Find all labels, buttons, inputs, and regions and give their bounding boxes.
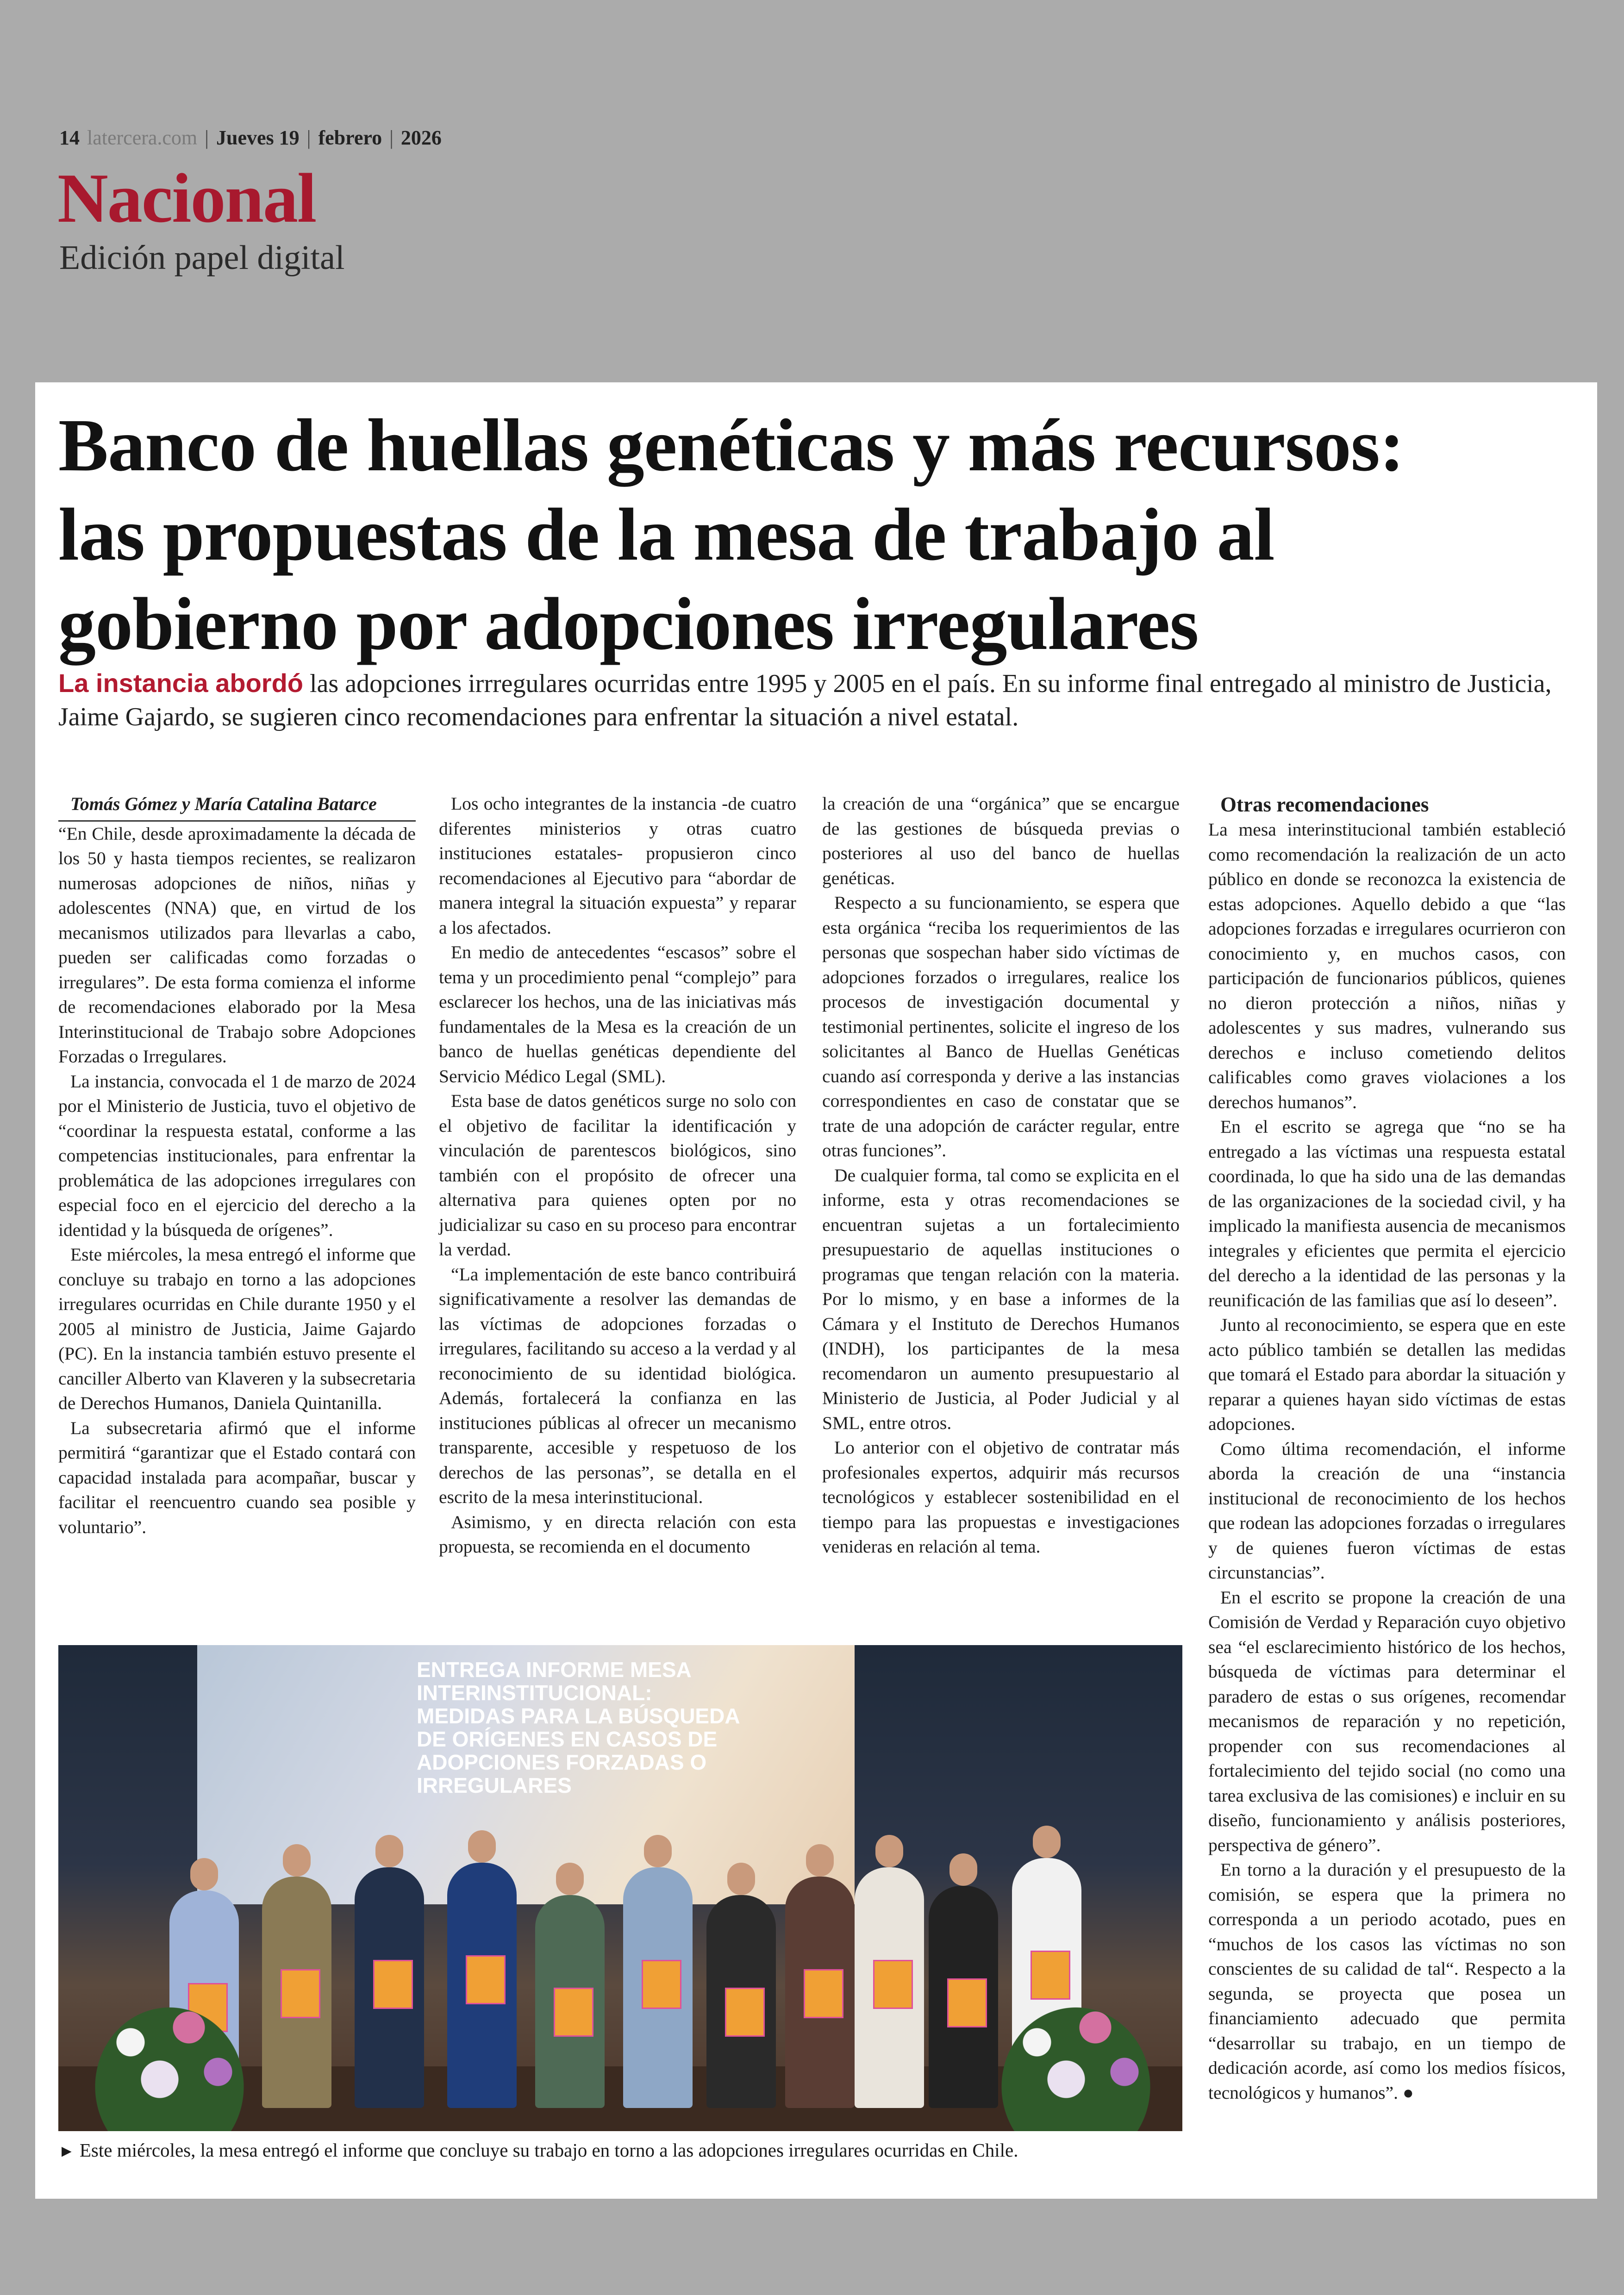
- headline-line: gobierno por adopciones irregulares: [58, 583, 1199, 666]
- person-figure: [706, 1895, 776, 2108]
- paragraph: “En Chile, desde aproximadamente la década de los 50 y hasta tiempos recientes, se realizaron numerosas adopciones de niños, niñas y adolescentes (NNA) que, en virtud de los mecanismos utilizados para llevarlas a cabo, pueden ser calificadas como forzadas o irregulares”. De esta forma comienza el informe de recomendaciones elaborado por la Mesa Interinstitucional de Trabajo sobre Adopciones Forzadas o Irregulares.: [58, 823, 416, 1066]
- paragraph: En medio de antecedentes “escasos” sobre el tema y un procedimiento penal “complejo” para esclarecer los hechos, una de las iniciativas más fundamentales de la Mesa es la creación de un banco de huellas genéticas dependiente del Servicio Médico Legal (SML).: [439, 942, 796, 1086]
- paragraph: La mesa interinstitucional también estableció como recomendación la realización de un acto público en donde se reconozca la existencia de estas adopciones. Aquello debido a que “las adopciones forzadas e irregulares ocurrieron con conocimiento y, en muchos casos, con participación de funcionarios públicos, quienes no dieron protección a niños, niñas y adolescentes y sus madres, vulnerando sus derechos e incluso cometiendo delitos calificables como graves violaciones a los derechos humanos”.: [1208, 819, 1566, 1112]
- issue-year: 2026: [400, 126, 442, 149]
- headline-line: Banco de huellas genéticas y más recursos:: [58, 404, 1404, 487]
- person-figure: [355, 1867, 424, 2108]
- paragraph: “La implementación de este banco contribuirá significativamente a resolver las demandas de las víctimas de adopciones forzadas o irregulares, facilitando su acceso a la verdad y al reconocimiento de su identidad biológica. Además, fortalecerá la confianza en las instituciones públicas al ofrecer un mecanismo transparente, accesible y respetuoso de los derechos de las personas”, se detalla en el escrito de la mesa interinstitucional.: [439, 1264, 796, 1507]
- paragraph: La instancia, convocada el 1 de marzo de 2024 por el Ministerio de Justicia, tuvo el objetivo de “coordinar la respuesta estatal, conforme a las competencias institucionales, para enfrentar la problemática de las adopciones irregulares con especial foco en el ejercicio del derecho a la identidad y la búsqueda de orígenes”.: [58, 1071, 416, 1240]
- masthead-line: [59, 126, 442, 150]
- paragraph: Asimismo, y en directa relación con esta propuesta, se recomienda en el documento: [439, 1511, 796, 1557]
- masthead-separator: |: [389, 126, 394, 149]
- paragraph: Este miércoles, la mesa entregó el informe que concluye su trabajo en torno a las adopciones irregulares ocurridas en Chile durante 1950 y el 2005 al ministro de Justicia, Jaime Gajardo (PC). En la instancia también estuvo presente el canciller Alberto van Klaveren y la subsecretaria de Derechos Humanos, Daniela Quintanilla.: [58, 1244, 416, 1413]
- paragraph: En el escrito se propone la creación de una Comisión de Verdad y Reparación cuyo objetivo sea “el esclarecimiento histórico de los hechos, búsqueda de víctimas para determinar el paradero de estas o sus orígenes, recomendar mecanismos de reparación y no repetición, propender con sus recomendaciones al fortalecimiento del tejido social (no como una tarea exclusiva de las comisiones) e incluir en su diseño, funcionamiento y análisis posteriores, perspectiva de género”.: [1208, 1587, 1566, 1855]
- edition-label: Edición papel digital: [59, 239, 345, 277]
- text-column-2: [439, 792, 796, 1559]
- caption-arrow-icon: ►: [58, 2142, 75, 2160]
- paragraph: Junto al reconocimiento, se espera que en este acto público también se detallen las medidas que tomará el Estado para abordar la situación y reparar a quienes hayan sido víctimas de estas adopciones.: [1208, 1315, 1566, 1434]
- text-column-4: [1208, 792, 1566, 2105]
- paragraph: Como última recomendación, el informe aborda la creación de una “instancia institucional de reconocimiento de los hechos que rodean las adopciones forzadas o irregulares y de quienes fueron víctimas de estas circunstancias”.: [1208, 1438, 1566, 1583]
- paragraph: Esta base de datos genéticos surge no solo con el objetivo de facilitar la identificación y vinculación de parentescos biológicos, sino también con el propósito de ofrecer una alternativa para quienes opten por no judicializar su caso en su proceso para encontrar la verdad.: [439, 1091, 796, 1260]
- masthead-separator: |: [205, 126, 209, 149]
- article-headline: [58, 401, 1581, 669]
- photo-caption: [58, 2139, 1188, 2163]
- issue-month: febrero: [318, 126, 382, 149]
- paragraph: la creación de una “orgánica” que se encargue de las gestiones de búsqueda previas o posteriores al uso del banco de huellas genéticas.: [822, 793, 1180, 888]
- issue-day: Jueves 19: [216, 126, 300, 149]
- paragraph: La subsecretaria afirmó que el informe permitirá “garantizar que el Estado contará con capacidad instalada para acompañar, buscar y facilitar el reencuentro cuando sea posible y voluntario”.: [58, 1417, 416, 1537]
- flower-arrangement-right: [979, 1983, 1173, 2131]
- person-figure: [447, 1863, 517, 2108]
- article-page: [35, 382, 1597, 2199]
- screen-text: ENTREGA INFORME MESA INTERINSTITUCIONAL: MEDIDAS PARA LA BÚSQUEDA DE ORÍGENES EN CASOS DE ADOPCIONES FORZADAS O IRREGULARES: [417, 1658, 739, 1797]
- paragraph: Los ocho integrantes de la instancia -de cuatro diferentes ministerios y otras cuatro instituciones estatales- propusieron cinco recomendaciones al Ejecutivo para “abordar de manera integral la situación expuesta” y reparar a los afectados.: [439, 793, 796, 938]
- article-deck: [58, 667, 1568, 734]
- person-figure: [855, 1867, 924, 2108]
- paragraph: Respecto a su funcionamiento, se espera que esta orgánica “reciba los requerimientos de las personas que sospechan haber sido víctimas de adopciones forzados o irregulares, realice los procesos de investigación documental y testimonial pertinentes, solicite el ingreso de los solicitantes al Banco de Huellas Genéticas cuando así corresponda y derive a las instancias correspondientes en caso de constatar que se trate de una adopción de carácter regular, entre otras funciones”.: [822, 892, 1180, 1160]
- paragraph: En el escrito se agrega que “no se ha entregado a las víctimas una respuesta estatal coordinada, lo que ha sido una de las demandas de las organizaciones de la sociedad civil, y ha implicado la manifiesta ausencia de mecanismos integrales y eficientes que permita el ejercicio del derecho a la identidad de las personas y la reunificación de las familias que así lo deseen”.: [1208, 1116, 1566, 1310]
- person-figure: [623, 1867, 693, 2108]
- article-photo: [58, 1645, 1182, 2131]
- byline: Tomás Gómez y María Catalina Batarce: [58, 792, 416, 822]
- caption-text: Este miércoles, la mesa entregó el informe que concluye su trabajo en torno a las adopciones irregulares ocurridas en Chile.: [75, 2139, 1018, 2161]
- deck-text: las adopciones irrregulares ocurridas entre 1995 y 2005 en el país. En su informe final entregado al ministro de Justicia, Jaime Gajardo, se sugieren cinco recomendaciones para enfrentar la situación a nivel estatal.: [58, 669, 1552, 731]
- text-column-1: [58, 792, 416, 1540]
- paragraph: En torno a la duración y el presupuesto de la comisión, se espera que la primera no corresponda a un periodo acotado, pues en “muchos de los casos las víctimas no son conscientes de su calidad de tal“. Respecto a la segunda, se proyecta que posea un financiamiento adecuado que permita “desarrollar su trabajo, en un tiempo de dedicación acorde, así como los medios físicos, tecnológicos y humanos”. ●: [1208, 1859, 1566, 2103]
- flower-arrangement-left: [72, 1983, 267, 2131]
- masthead-separator: |: [306, 126, 311, 149]
- deck-lead: La instancia abordó: [58, 668, 303, 698]
- headline-line: las propuestas de la mesa de trabajo al: [58, 493, 1274, 576]
- page-number: 14: [59, 126, 80, 149]
- person-figure: [262, 1877, 331, 2108]
- site-name: latercera.com: [87, 126, 198, 149]
- subheading: Otras recomendaciones: [1220, 793, 1429, 816]
- person-figure: [785, 1877, 855, 2108]
- paragraph: De cualquier forma, tal como se explicita en el informe, esta y otras recomendaciones se encuentran sujetas a un fortalecimiento presupuestario de aquellas instituciones o programas que tengan relación con la materia. Por lo mismo, y en base a informes de la Cámara y el Instituto de Derechos Humanos (INDH), los participantes de la mesa recomendaron un aumento presupuestario al Ministerio de Justicia, al Poder Judicial y al SML, entre otros.: [822, 1165, 1180, 1433]
- text-column-3: [822, 792, 1180, 1559]
- section-title: Nacional: [57, 159, 316, 237]
- paragraph: Lo anterior con el objetivo de contratar más profesionales expertos, adquirir más recursos tecnológicos y establecer sostenibilidad en el tiempo para las propuestas e investigaciones venideras en relación al tema.: [822, 1437, 1180, 1557]
- person-figure: [535, 1895, 605, 2108]
